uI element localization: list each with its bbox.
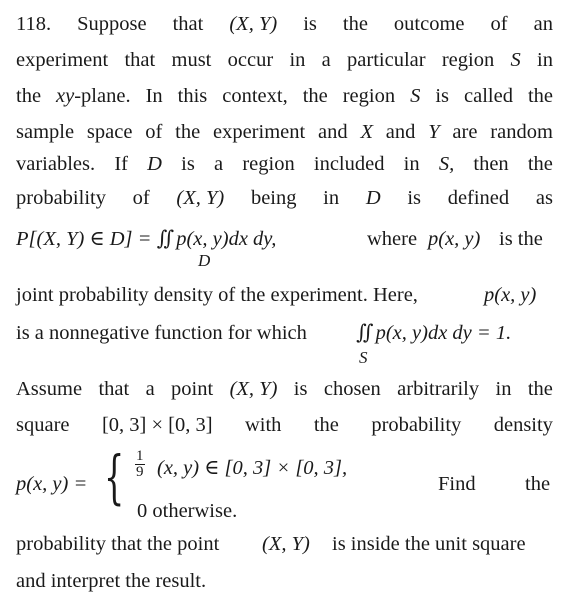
problem-line-10: Assume that a point (X, Y) is chosen arbitrarily in the — [16, 378, 553, 400]
piecewise-case-2: 0 otherwise. — [137, 500, 238, 522]
problem-number: 118. — [16, 13, 52, 35]
problem-line-1: 118. Suppose that (X, Y) is the outcome of an — [16, 13, 553, 35]
problem-line-13: probability that the point (X, Y) is inside the unit square — [16, 533, 526, 555]
integral-subscript-s: S — [359, 348, 368, 367]
fraction-one-ninth: $\frac{1}{9}$ — [136, 448, 144, 480]
problem-line-2: experiment that must occur in a particular region S in — [16, 49, 553, 71]
integral-subscript-d: D — [198, 251, 211, 270]
double-integral-symbol: ∬ — [356, 322, 371, 344]
problem-line-5: variables. If D is a region included in S, then the — [16, 153, 553, 175]
probability-definition-formula: P[(X, Y) ∈ D] = ∬ p(x, y)dx dy, where p(x, y) is the — [16, 228, 543, 250]
problem-line-11: square [0, 3] × [0, 3] with the probability density — [16, 414, 553, 436]
normalization-formula: is a nonnegative function for which ∬ p(x, y)dx dy = 1. — [16, 322, 512, 344]
piecewise-case-1: (x, y) ∈ [0, 3] × [0, 3], — [157, 457, 348, 479]
left-brace: { — [104, 443, 125, 511]
problem-page: 118. Suppose that (X, Y) is the outcome of an experiment that must occur in a particular region S in the xy-plane. In this context, the region S is called the sample space of the experiment and X and Y are random variables. If D is a region included in S, then the probability of (X, Y) being in D is defined as P[(X, Y) ∈ D] = ∬ p(x, y)dx dy, where p(x, y) is the D joint probability density of the experiment. Here, p(x, y) is a nonnegative function for which ∬ p(x, y)dx dy = 1. S Assume that a point (X, Y) is chosen arbitrarily in the square [0, 3] × [0, 3] with the probability density p(x, y) = { $\frac{1}{9}$ (x, y) ∈ [0, 3] × [0, 3], 0 otherwise. Find the probability that the point (X, Y) is inside the unit square and interpret the result. — [16, 13, 553, 592]
problem-line-14: and interpret the result. — [16, 570, 207, 592]
problem-line-4: sample space of the experiment and X and Y are random — [16, 121, 553, 143]
double-integral-symbol: ∬ — [156, 228, 172, 250]
problem-line-3: the xy-plane. In this context, the region S is called the — [16, 85, 553, 107]
problem-line-8: joint probability density of the experiment. Here, p(x, y) — [16, 284, 537, 306]
problem-line-6: probability of (X, Y) being in D is defined as — [16, 187, 553, 209]
